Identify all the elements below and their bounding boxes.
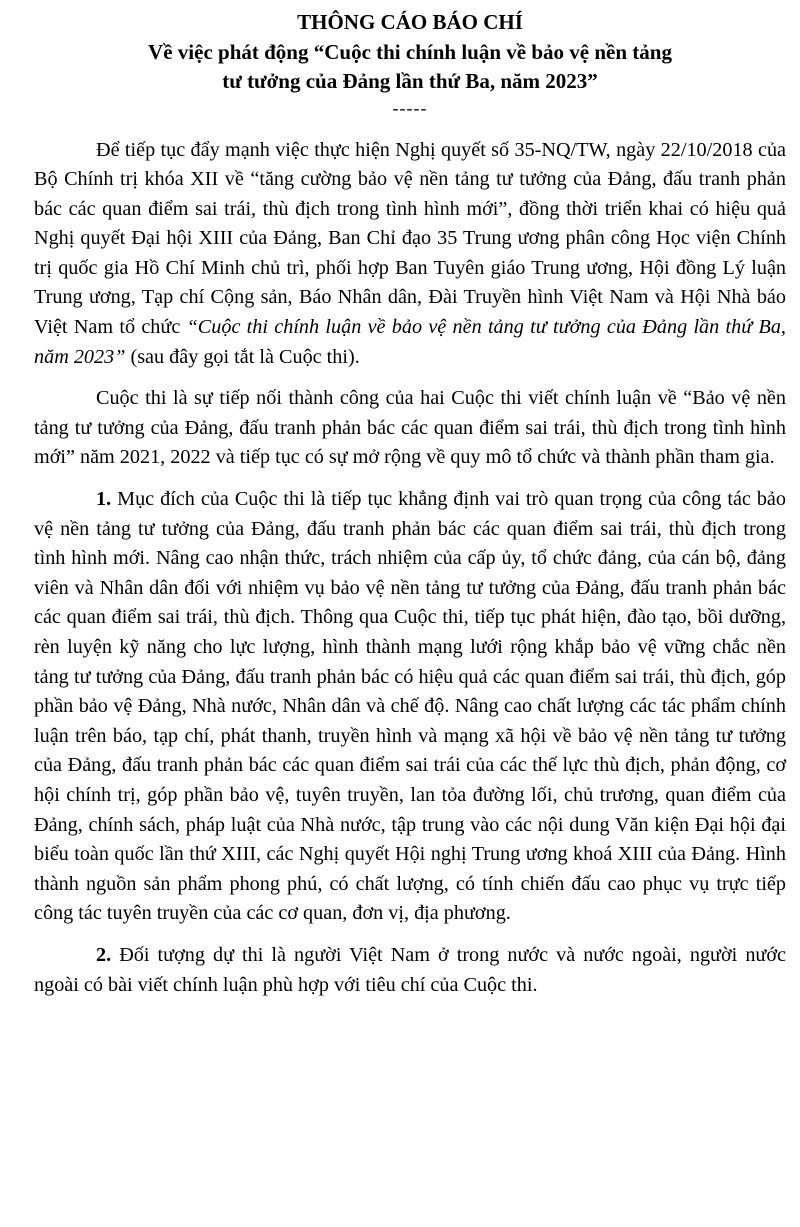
paragraph-purpose-text: Mục đích của Cuộc thi là tiếp tục khẳng định vai trò quan trọng của công tác bảo vệ nền tảng tư tưởng của Đảng, đấu tranh phản bác các quan điểm sai trái, thù địch trong tình hình mới. Nâng cao nhận thức, trách nhiệm của cấp ủy, tổ chức đảng, của cán bộ, đảng viên và Nhân dân đối với nhiệm vụ bảo vệ nền tảng tư tưởng của Đảng, đấu tranh phản bác các quan điểm sai trái, thù địch. Thông qua Cuộc thi, tiếp tục phát hiện, đào tạo, bồi dưỡng, rèn luyện kỹ năng cho lực lượng, hình thành mạng lưới rộng khắp bảo vệ vững chắc nền tảng tư tưởng của Đảng, đấu tranh phản bác có hiệu quả các quan điểm sai trái, thù địch, góp phần bảo vệ Đảng, Nhà nước, Nhân dân và chế độ. Nâng cao chất lượng các tác phẩm chính luận trên báo, tạp chí, phát thanh, truyền hình và mạng xã hội về bảo vệ nền tảng tư tưởng của Đảng, đấu tranh phản bác các quan điểm sai trái của các thế lực thù địch, phản động, cơ hội chính trị, góp phần bảo vệ, tuyên truyền, lan tỏa đường lối, chủ trương, quan điểm của Đảng, chính sách, pháp luật của Nhà nước, tập trung vào các nội dung Văn kiện Đại hội đại biểu toàn quốc lần thứ XIII, các Nghị quyết Hội nghị Trung ương khoá XIII của Đảng. Hình thành nguồn sản phẩm phong phú, có chất lượng, có tính chiến đấu cao phục vụ trực tiếp công tác tuyên truyền của các cơ quan, đơn vị, địa phương.	[34, 488, 786, 925]
document-header	[34, 8, 786, 119]
paragraph-continuation-text: Cuộc thi là sự tiếp nối thành công của hai Cuộc thi viết chính luận về “Bảo vệ nền tảng tư tưởng của Đảng, đấu tranh phản bác các quan điểm sai trái, thù địch trong tình hình mới” năm 2021, 2022 và tiếp tục có sự mở rộng về quy mô tổ chức và thành phần tham gia.	[34, 387, 786, 469]
document-subtitle-line-2: tư tưởng của Đảng lần thứ Ba, năm 2023”	[222, 69, 598, 93]
section-number-2: 2.	[96, 943, 112, 966]
paragraph-participants-text: Đối tượng dự thi là người Việt Nam ở trong nước và nước ngoài, người nước ngoài có bài viết chính luận phù hợp với tiêu chí của Cuộc thi.	[34, 943, 786, 996]
paragraph-intro-text: Để tiếp tục đẩy mạnh việc thực hiện Nghị quyết số 35-NQ/TW, ngày 22/10/2018 của Bộ Chính trị khóa XII về “tăng cường bảo vệ nền tảng tư tưởng của Đảng, đấu tranh phản bác các quan điểm sai trái, thù địch trong tình hình mới”, đồng thời triển khai có hiệu quả Nghị quyết Đại hội XIII của Đảng, Ban Chỉ đạo 35 Trung ương phân công Học viện Chính trị quốc gia Hồ Chí Minh chủ trì, phối hợp Ban Tuyên giáo Trung ương, Hội đồng Lý luận Trung ương, Tạp chí Cộng sản, Báo Nhân dân, Đài Truyền hình Việt Nam và Hội Nhà báo Việt Nam tổ chức	[34, 138, 786, 339]
paragraph-participants	[34, 941, 786, 1000]
press-release-document	[34, 8, 786, 1000]
paragraph-purpose	[34, 485, 786, 929]
contest-name-italic: “Cuộc thi chính luận về bảo vệ nền tảng tư tưởng của Đảng lần thứ Ba, năm 2023”	[34, 316, 786, 368]
header-separator: -----	[392, 97, 428, 118]
document-body	[34, 136, 786, 1001]
paragraph-intro	[34, 136, 786, 373]
document-subtitle-line-1: Về việc phát động “Cuộc thi chính luận về bảo vệ nền tảng	[148, 39, 672, 64]
paragraph-continuation	[34, 384, 786, 473]
document-title: THÔNG CÁO BÁO CHÍ	[297, 10, 523, 34]
section-number-1: 1.	[96, 488, 112, 511]
paragraph-intro-tail: (sau đây gọi tắt là Cuộc thi).	[125, 345, 360, 368]
